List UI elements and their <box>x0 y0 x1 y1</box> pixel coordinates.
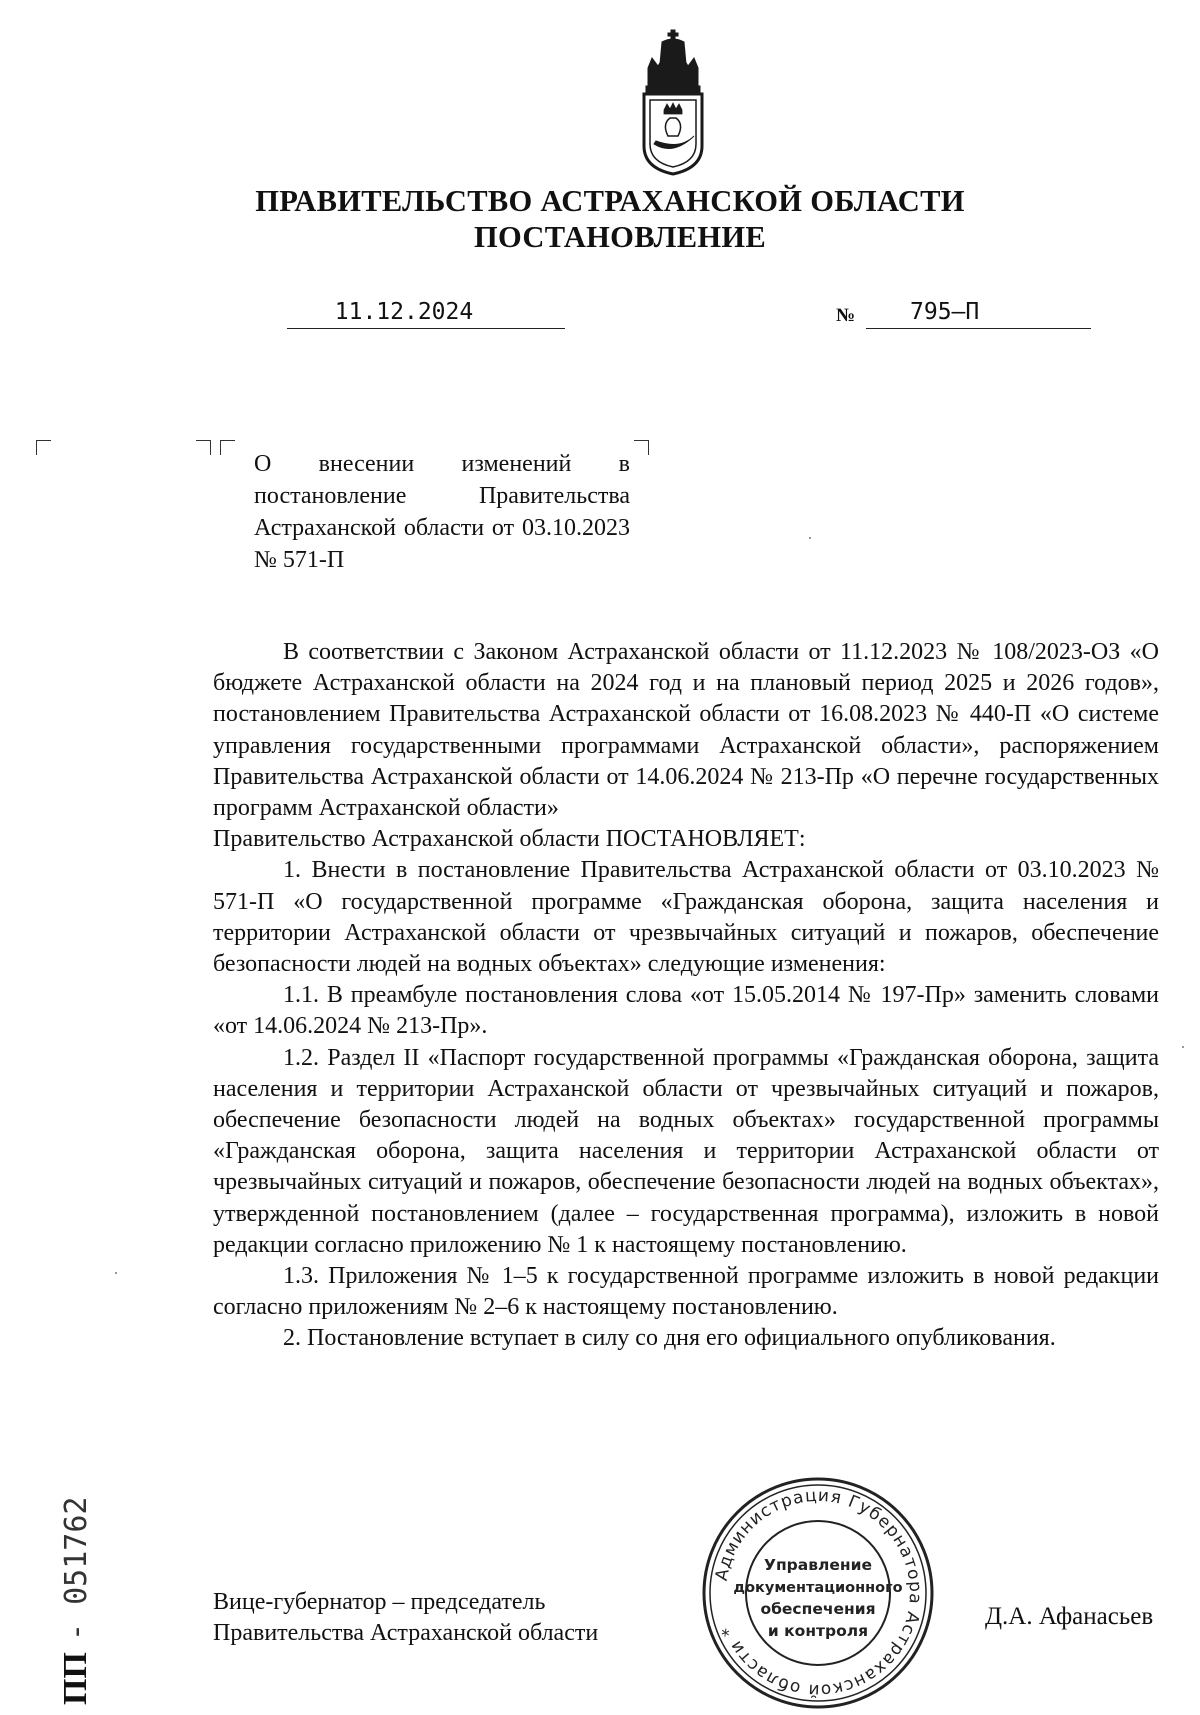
coat-of-arms-emblem <box>640 28 706 176</box>
stamp-line1: Управление <box>764 1556 872 1574</box>
stamp-line4: и контроля <box>767 1622 869 1640</box>
resolves-paragraph: Правительство Астраханской области ПОСТАНОВЛЯЕТ: <box>213 826 806 853</box>
item-1-1: 1.1. В преамбуле постановления слова «от 15.05.2014 № 197-Пр» заменить словами «от 14.06.2024 № 213-Пр». <box>213 982 1159 1040</box>
document-subject: О внесении изменений в постановление Правительства Астраханской области от 03.10.2023 № 571-П <box>254 451 630 573</box>
stamp-ring-text: Администрация Губернатора Астраханской области * <box>711 1485 926 1701</box>
scan-speck <box>1182 1046 1184 1048</box>
document-body <box>213 637 1159 1355</box>
signatory-name: Д.А. Афанасьев <box>985 1603 1154 1630</box>
corner-mark <box>36 440 51 455</box>
scan-speck <box>115 1272 117 1274</box>
document-header <box>0 183 1200 255</box>
signatory-title-line1: Вице-губернатор – председатель <box>213 1589 546 1615</box>
document-date: 11.12.2024 <box>287 296 565 329</box>
scan-speck <box>809 537 811 539</box>
number-label: № <box>836 305 856 326</box>
corner-mark <box>196 440 211 455</box>
official-stamp <box>700 1475 936 1711</box>
form-serial-number <box>16 1455 106 1705</box>
stamp-line2: документационного <box>733 1580 903 1596</box>
signatory-title <box>213 1587 598 1649</box>
document-number: 795–П <box>866 296 1091 329</box>
preamble-paragraph: В соответствии с Законом Астраханской области от 11.12.2023 № 108/2023-ОЗ «О бюджете Астраханской области на 2024 год и на плановый период 2025 и 2026 годов», постановлением Правительства Астраханской области от 16.08.2023 № 440-П «О системе управления государственными программами Астраханской области», распоряжением Правительства Астраханской области от 14.06.2024 № 213-Пр «О перечне государственных программ Астраханской области» <box>213 639 1159 822</box>
signatory-title-line2: Правительства Астраханской области <box>213 1620 599 1646</box>
stamp-line3: обеспечения <box>760 1600 876 1618</box>
document-type-title: ПОСТАНОВЛЕНИЕ <box>473 220 767 254</box>
issuer-title: ПРАВИТЕЛЬСТВО АСТРАХАНСКОЙ ОБЛАСТИ <box>255 184 965 218</box>
item-1: 1. Внести в постановление Правительства Астраханской области от 03.10.2023 № 571-П «О государственной программе «Гражданская оборона, защита населения и территории Астраханской области от чрезвычайных ситуаций и пожаров, обеспечение безопасности людей на водных объектах» следующие изменения: <box>213 857 1159 978</box>
serial-series: ПП <box>57 1652 94 1705</box>
corner-mark <box>220 440 235 455</box>
serial-number: - 051762 <box>59 1496 94 1641</box>
corner-mark <box>634 440 649 455</box>
item-1-3: 1.3. Приложения № 1–5 к государственной программе изложить в новой редакции согласно приложениям № 2–6 к настоящему постановлению. <box>213 1263 1159 1321</box>
item-1-2: 1.2. Раздел II «Паспорт государственной программы «Гражданская оборона, защита населения и территории Астраханской области от чрезвычайных ситуаций и пожаров, обеспечение безопасности людей на водных объектах» государственной программы «Гражданская оборона, защита населения и территории Астраханской области от чрезвычайных ситуаций и пожаров, обеспечение безопасности людей на водных объектах», утвержденной постановлением (далее – государственная программа), изложить в новой редакции согласно приложению № 1 к настоящему постановлению. <box>213 1044 1159 1258</box>
item-2: 2. Постановление вступает в силу со дня его официального опубликования. <box>283 1325 1056 1352</box>
